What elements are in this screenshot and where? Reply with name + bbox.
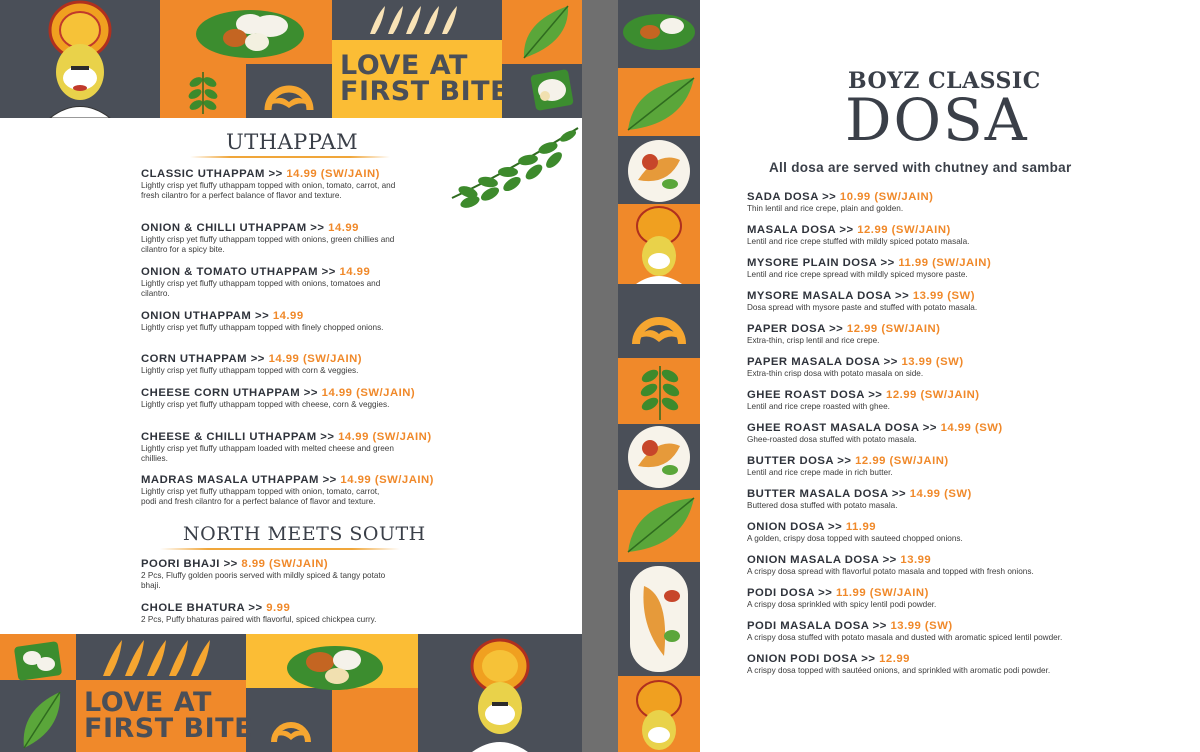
item-description: A golden, crispy dosa topped with sauteed chopped onions. — [747, 534, 963, 543]
decorative-strip — [618, 0, 700, 752]
item-name: CLASSIC UTHAPPAM >> — [141, 168, 287, 180]
menu-item — [141, 386, 441, 410]
item-name: CHOLE BHATURA >> — [141, 602, 267, 614]
mustache-logo-icon — [268, 700, 314, 746]
item-price: 12.99 (SW/JAIN) — [855, 455, 949, 467]
dosa-plate-icon — [628, 140, 690, 202]
menu-item — [747, 256, 1187, 280]
menu-item — [747, 190, 1187, 214]
idli-plate-icon — [530, 66, 574, 112]
item-description: Lightly crisp yet fluffy uthappam topped with onion, tomato, carrot, and fresh cilantro for a perfect balance of flavor and texture. — [141, 181, 396, 201]
menu-item — [141, 473, 441, 508]
item-description: Lightly crisp yet fluffy uthappam loaded with melted cheese and green chillies. — [141, 444, 394, 464]
item-description: Lentil and rice crepe spread with mildly spiced mysore paste. — [747, 270, 968, 279]
menu-item — [141, 309, 441, 333]
item-price: 14.99 (SW) — [940, 422, 1003, 434]
curry-leaf-icon — [632, 362, 688, 422]
item-name: PAPER DOSA >> — [747, 323, 847, 335]
item-price: 13.99 (SW) — [890, 620, 953, 632]
item-name: ONION DOSA >> — [747, 521, 846, 533]
dosa-plate-icon — [628, 426, 690, 488]
item-name: CHEESE & CHILLI UTHAPPAM >> — [141, 431, 339, 443]
page-title: DOSA — [845, 86, 1029, 154]
menu-item — [747, 454, 1187, 478]
wheat-pattern-icon — [365, 4, 470, 36]
item-name: CHEESE CORN UTHAPPAM >> — [141, 387, 322, 399]
item-description: Lentil and rice crepe roasted with ghee. — [747, 402, 890, 411]
menu-item — [141, 221, 441, 256]
banana-leaf-icon — [18, 690, 64, 750]
idli-plate-icon — [12, 640, 64, 682]
item-price: 12.99 (SW/JAIN) — [886, 389, 980, 401]
curry-leaf-icon — [182, 68, 224, 116]
item-name: ONION PODI DOSA >> — [747, 653, 880, 665]
item-price: 13.99 (SW) — [901, 356, 964, 368]
menu-item — [747, 223, 1187, 247]
item-name: BUTTER DOSA >> — [747, 455, 856, 467]
menu-item — [747, 289, 1187, 313]
menu-item — [141, 352, 441, 376]
page-subtitle: All dosa are served with chutney and sambar — [769, 160, 1072, 175]
idli-plate-icon — [285, 638, 385, 692]
item-name: PODI DOSA >> — [747, 587, 836, 599]
item-name: PAPER MASALA DOSA >> — [747, 356, 902, 368]
item-description: Extra-thin crisp dosa with potato masala on side. — [747, 369, 924, 378]
item-description: A crispy dosa sprinkled with spicy lentil podi powder. — [747, 600, 937, 609]
menu-item — [747, 388, 1187, 412]
tagline-line-2: FIRST BITE — [340, 75, 510, 107]
menu-item — [747, 355, 1187, 379]
banana-leaf-icon — [624, 494, 696, 556]
item-name: PODI MASALA DOSA >> — [747, 620, 891, 632]
page-gutter — [582, 0, 618, 752]
mustache-logo-icon — [628, 292, 690, 352]
menu-item — [747, 520, 1187, 544]
item-description: Lightly crisp yet fluffy uthappam topped with finely chopped onions. — [141, 323, 384, 332]
item-price: 10.99 (SW/JAIN) — [839, 191, 934, 203]
item-price: 14.99 (SW/JAIN) — [268, 353, 363, 365]
item-description: A crispy dosa stuffed with potato masala and dusted with aromatic spiced lentil powder. — [747, 633, 1063, 642]
item-price: 11.99 — [845, 521, 877, 533]
kathakali-face-icon — [628, 206, 690, 284]
section-divider — [160, 548, 400, 550]
item-price: 14.99 — [339, 266, 371, 278]
section-divider — [190, 156, 390, 158]
menu-item — [747, 652, 1187, 676]
section-title-north-meets-south: NORTH MEETS SOUTH — [183, 523, 426, 545]
banana-leaf-icon — [624, 74, 696, 134]
curry-leaf-icon — [448, 122, 582, 210]
item-name: GHEE ROAST MASALA DOSA >> — [747, 422, 941, 434]
idli-plate-icon — [195, 4, 305, 60]
item-name: ONION MASALA DOSA >> — [747, 554, 901, 566]
item-description: A crispy dosa spread with flavorful potato masala and topped with fresh onions. — [747, 567, 1034, 576]
item-description: Lightly crisp yet fluffy uthappam topped with onions, tomatoes and cilantro. — [141, 279, 381, 299]
item-price: 13.99 (SW) — [912, 290, 975, 302]
item-price: 14.99 (SW/JAIN) — [340, 474, 434, 486]
item-price: 14.99 (SW/JAIN) — [286, 168, 380, 180]
item-price: 14.99 — [272, 310, 304, 322]
item-description: Lightly crisp yet fluffy uthappam topped with onion, tomato, carrot, podi and fresh cilantro for a perfect balance of flavor and texture. — [141, 487, 380, 507]
menu-item — [747, 619, 1187, 643]
item-description: Lightly crisp yet fluffy uthappam topped with onions, green chillies and cilantro for a spicy bite. — [141, 235, 395, 255]
item-price: 12.99 (SW/JAIN) — [857, 224, 951, 236]
item-name: ONION UTHAPPAM >> — [141, 310, 273, 322]
item-name: ONION & CHILLI UTHAPPAM >> — [141, 222, 329, 234]
menu-item — [747, 553, 1187, 577]
brand-name: BOYZ CLASSIC — [848, 68, 1041, 94]
tagline-line-1: LOVE AT — [340, 50, 468, 81]
menu-item — [747, 586, 1187, 610]
item-description: Lightly crisp yet fluffy uthappam topped with cheese, corn & veggies. — [141, 400, 390, 409]
item-price: 8.99 (SW/JAIN) — [241, 558, 329, 570]
mustache-logo-icon — [260, 70, 318, 114]
item-price: 13.99 — [900, 554, 932, 566]
idli-plate-icon — [622, 4, 696, 54]
menu-item — [141, 557, 441, 592]
menu-item — [141, 430, 441, 465]
menu-item — [747, 421, 1187, 445]
item-description: Buttered dosa stuffed with potato masala. — [747, 501, 898, 510]
item-name: BUTTER MASALA DOSA >> — [747, 488, 910, 500]
item-description: Lentil and rice crepe made in rich butter. — [747, 468, 893, 477]
banana-leaf-icon — [518, 2, 574, 62]
item-name: GHEE ROAST DOSA >> — [747, 389, 887, 401]
section-title-uthappam: UTHAPPAM — [226, 130, 359, 154]
item-price: 14.99 (SW) — [909, 488, 972, 500]
menu-item — [747, 322, 1187, 346]
item-description: Ghee-roasted dosa stuffed with potato masala. — [747, 435, 917, 444]
item-name: MYSORE PLAIN DOSA >> — [747, 257, 899, 269]
item-description: Lightly crisp yet fluffy uthappam topped with corn & veggies. — [141, 366, 359, 375]
item-price: 11.99 (SW/JAIN) — [835, 587, 929, 599]
item-name: SADA DOSA >> — [747, 191, 840, 203]
menu-item — [141, 265, 441, 300]
dosa-plate-icon — [630, 566, 688, 672]
kathakali-face-icon — [35, 0, 125, 118]
tagline-top — [340, 50, 510, 107]
item-price: 11.99 (SW/JAIN) — [898, 257, 992, 269]
item-description: Thin lentil and rice crepe, plain and golden. — [747, 204, 904, 213]
left-menu-page — [0, 0, 582, 752]
kathakali-face-icon — [628, 680, 690, 752]
menu-item — [141, 167, 441, 202]
item-description: 2 Pcs, Fluffy golden pooris served with mildly spiced & tangy potato bhaji. — [141, 571, 386, 591]
wheat-pattern-icon — [98, 638, 222, 678]
item-name: MYSORE MASALA DOSA >> — [747, 290, 913, 302]
menu-item — [141, 601, 441, 625]
item-price: 9.99 — [266, 602, 291, 614]
item-price: 14.99 (SW/JAIN) — [321, 387, 416, 399]
item-description: A crispy dosa topped with sautéed onions, and sprinkled with aromatic podi powder. — [747, 666, 1051, 675]
item-price: 12.99 (SW/JAIN) — [846, 323, 941, 335]
item-price: 14.99 — [328, 222, 359, 234]
item-name: MASALA DOSA >> — [747, 224, 858, 236]
item-price: 12.99 — [879, 653, 910, 665]
item-description: Lentil and rice crepe stuffed with mildly spiced potato masala. — [747, 237, 970, 246]
item-name: POORI BHAJI >> — [141, 558, 242, 570]
tagline-line-1: LOVE AT — [84, 687, 212, 718]
menu-item — [747, 487, 1187, 511]
item-price: 14.99 (SW/JAIN) — [338, 431, 432, 443]
item-name: CORN UTHAPPAM >> — [141, 353, 269, 365]
kathakali-face-icon — [460, 638, 540, 752]
tagline-bottom — [84, 687, 254, 744]
item-name: ONION & TOMATO UTHAPPAM >> — [141, 266, 340, 278]
item-name: MADRAS MASALA UTHAPPAM >> — [141, 474, 341, 486]
tagline-line-2: FIRST BITE — [84, 712, 254, 744]
item-description: Dosa spread with mysore paste and stuffed with potato masala. — [747, 303, 978, 312]
item-description: 2 Pcs, Puffy bhaturas paired with flavorful, spiced chickpea curry. — [141, 615, 377, 624]
item-description: Extra-thin, crisp lentil and rice crepe. — [747, 336, 880, 345]
banner-tile — [332, 688, 418, 752]
